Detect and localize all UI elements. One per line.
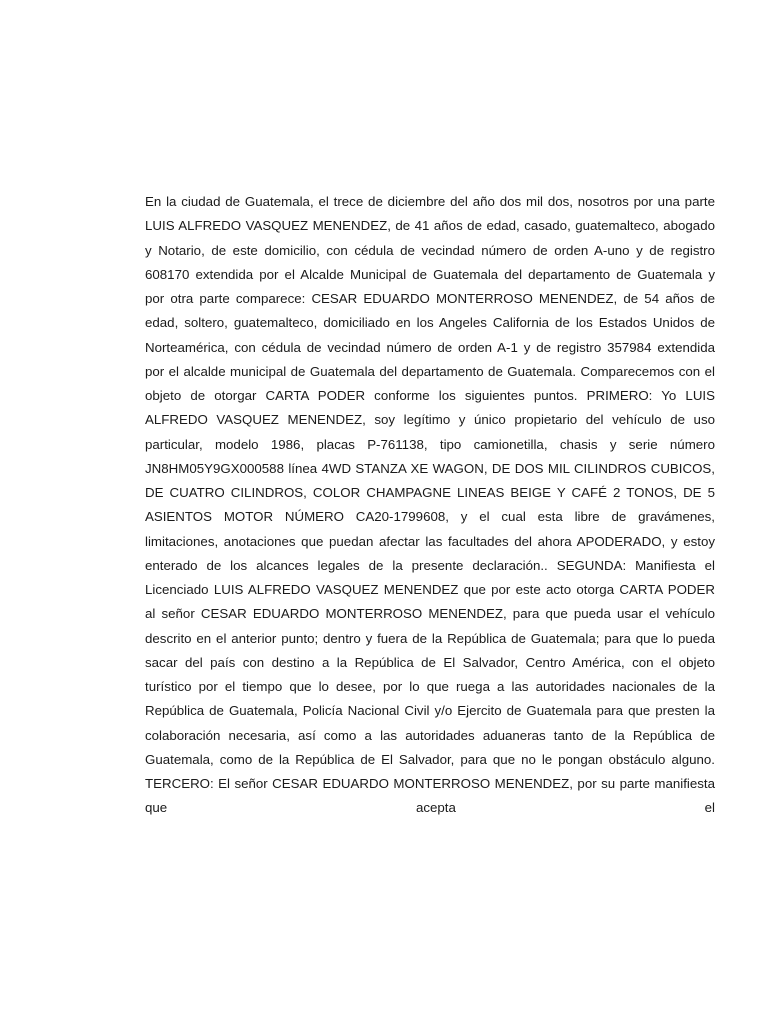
carta-poder-paragraph: En la ciudad de Guatemala, el trece de diciembre del año dos mil dos, nosotros por una parte LUIS ALFREDO VASQUEZ MENENDEZ, de 41 años de edad, casado, guatemalteco, abogado y Notario, de este domicilio, con cédula de vecindad número de orden A-uno y de registro 608170 extendida por el Alcalde Municipal de Guatemala del departamento de Guatemala y por otra parte comparece: CESAR EDUARDO MONTERROSO MENENDEZ, de 54 años de edad, soltero, guatemalteco, domiciliado en los Angeles California de los Estados Unidos de Norteamérica, con cédula de vecindad número de orden A-1 y de registro 357984 extendida por el alcalde municipal de Guatemala del departamento de Guatemala. Comparecemos con el objeto de otorgar CARTA PODER conforme los siguientes puntos. PRIMERO: Yo LUIS ALFREDO VASQUEZ MENENDEZ, soy legítimo y único propietario del vehículo de uso particular, modelo 1986, placas P-761138, tipo camionetilla, chasis y serie número JN8HM05Y9GX000588 línea 4WD STANZA XE WAGON, DE DOS MIL CILINDROS CUBICOS, DE CUATRO CILINDROS, COLOR CHAMPAGNE LINEAS BEIGE Y CAFÉ 2 TONOS, DE 5 ASIENTOS MOTOR NÚMERO CA20-1799608, y el cual esta libre de gravámenes, limitaciones, anotaciones que puedan afectar las facultades del ahora APODERADO, y estoy enterado de los alcances legales de la presente declaración.. SEGUNDA: Manifiesta el Licenciado LUIS ALFREDO VASQUEZ MENENDEZ que por este acto otorga CARTA PODER al señor CESAR EDUARDO MONTERROSO MENENDEZ, para que pueda usar el vehículo descrito en el anterior punto; dentro y fuera de la República de Guatemala; para que lo pueda sacar del país con destino a la República de El Salvador, Centro América, con el objeto turístico por el tiempo que lo desee, por lo que ruega a las autoridades nacionales de la República de Guatemala, Policía Nacional Civil y/o Ejercito de Guatemala para que presten la colaboración necesaria, así como a las autoridades aduaneras tanto de la República de Guatemala, como de la República de El Salvador, para que no le pongan obstáculo alguno. TERCERO: El señor CESAR EDUARDO MONTERROSO MENENDEZ, por su parte manifiesta que acepta el [145, 194, 715, 816]
document-body [145, 190, 715, 821]
